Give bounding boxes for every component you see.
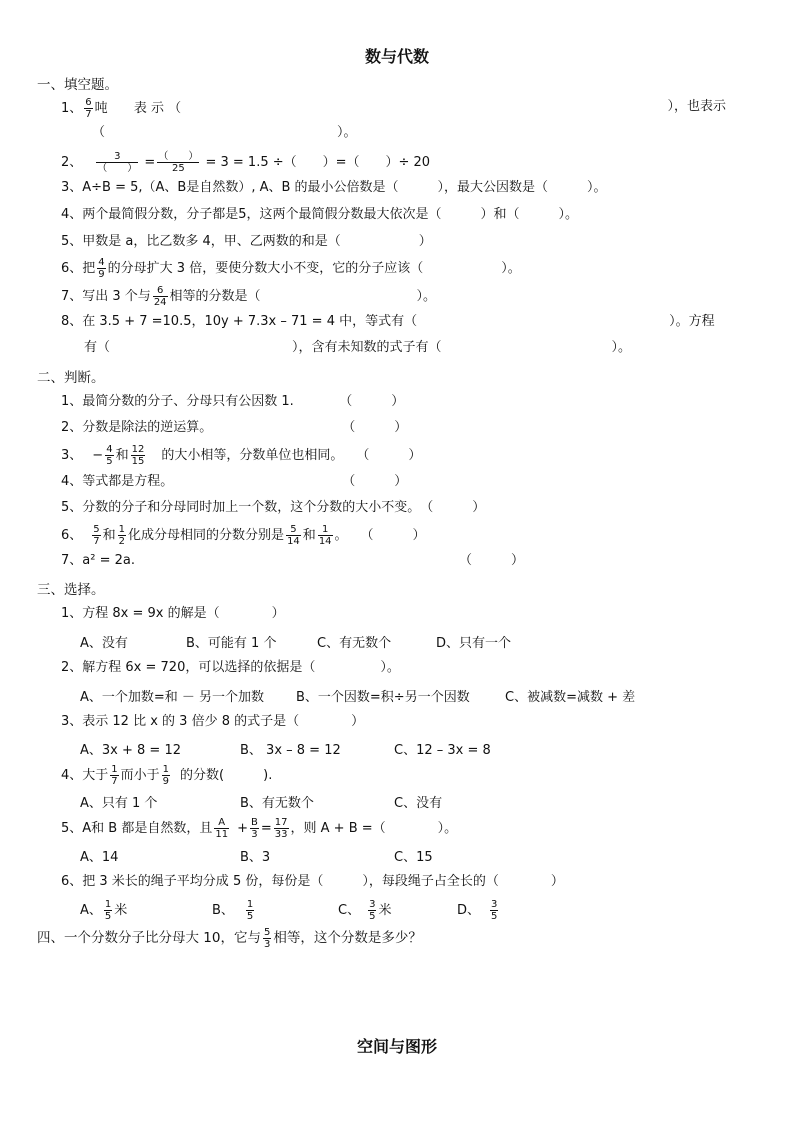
fraction: $\frac{3}{5}$: [491, 899, 498, 922]
page-title: 数与代数: [364, 47, 429, 66]
question-6: 6、把 $\frac{4}{9}$ 的分母扩大 3 倍，要使分数大小不变，它的分子应该（ ）。: [61, 257, 521, 280]
judge-2: 2、分数是除法的逆运算。 （ ）: [61, 420, 408, 435]
judge-7: 7、a² = 2a. （ ）: [61, 553, 525, 568]
choice-6-option-d: D、 $\frac{3}{5}$: [457, 899, 498, 922]
choice-6: 6、把 3 米长的绳子平均分成 5 份，每份是（ ），每段绳子占全长的（ ）: [61, 874, 564, 889]
judge-5: 5、分数的分子和分母同时加上一个数，这个分数的大小不变。 （ ）: [61, 500, 486, 515]
fraction: $\frac{A}{11}$: [215, 817, 229, 840]
fraction: $\frac{1}{14}$: [318, 524, 332, 547]
choice-2: 2、解方程 6x = 720，可以选择的依据是（ ）。: [61, 660, 400, 675]
choice-5-option-b: B、3: [240, 850, 271, 865]
judge-4: 4、等式都是方程。 （ ）: [61, 474, 408, 489]
choice-1-option-d: D、只有一个: [436, 636, 512, 651]
choice-2-option-a: A、一个加数=和 － 另一个加数: [80, 690, 265, 705]
question-2: 2、 $\frac{3}{( )}$ = $\frac{( )}{25}$ = 3 = 1.5 ÷（ ）=（ ）÷ 20: [61, 151, 431, 174]
question-7: 7、写出 3 个与 $\frac{6}{24}$ 相等的分数是（ ）。: [61, 285, 437, 308]
judge-6: 6、 $\frac{5}{7}$ 和 $\frac{1}{2}$ 化成分母相同的分数分别是 $\frac{5}{14}$ 和 $\frac{1}{14}$ 。 （ ）: [61, 524, 426, 547]
section-word-problem: 四、一个分数分子比分母大 10，它与 $\frac{5}{3}$ 相等，这个分数是多少？: [37, 926, 422, 950]
question-8-line2: 有（ ），含有未知数的式子有（ ）。: [84, 340, 632, 355]
question-5: 5、甲数是 a，比乙数多 4，甲、乙两数的和是（ ）: [61, 234, 432, 249]
fraction: $\frac{6}{7}$: [85, 97, 92, 120]
fraction: $\frac{1}{2}$: [118, 524, 126, 547]
choice-2-option-c: C、被减数=减数 + 差: [505, 690, 636, 705]
fraction: $\frac{1}{5}$: [246, 899, 254, 922]
choice-5: 5、A和 B 都是自然数，且 $\frac{A}{11}$ + $\frac{B}{3}$ = $\frac{17}{33}$ ，则 A + B =（ ）。: [61, 817, 458, 840]
choice-4-option-c: C、没有: [394, 796, 443, 811]
judge-3: 3、 − $\frac{4}{5}$ 和 $\frac{12}{15}$ 的大小相等，分数单位也相同。 （ ）: [61, 444, 422, 467]
fraction: $\frac{6}{24}$: [153, 285, 167, 308]
choice-3-option-a: A、3x + 8 = 12: [80, 743, 181, 758]
choice-1-option-c: C、有无数个: [317, 636, 392, 651]
fraction: $\frac{1}{7}$: [111, 764, 118, 787]
question-1: 1、 $\frac{6}{7}$ 吨 表 示 （ ），也表示: [61, 97, 726, 120]
choice-1: 1、方程 8x = 9x 的解是（ ）: [61, 606, 285, 621]
choice-6-option-c: C、 $\frac{3}{5}$ 米: [338, 899, 392, 922]
fraction: $\frac{( )}{25}$: [158, 151, 199, 174]
fraction: $\frac{3}{5}$: [369, 899, 376, 922]
question-1-line2: （ ）。: [92, 125, 357, 140]
fraction: $\frac{1}{5}$: [104, 899, 112, 922]
fraction: $\frac{4}{9}$: [98, 257, 105, 280]
choice-3: 3、表示 12 比 x 的 3 倍少 8 的式子是（ ）: [61, 714, 365, 729]
choice-4-option-a: A、只有 1 个: [80, 796, 158, 811]
fraction: $\frac{12}{15}$: [131, 444, 145, 467]
section-fill-blank: 一、填空题。: [37, 77, 118, 93]
choice-6-option-a: A、 $\frac{1}{5}$ 米: [80, 899, 128, 922]
choice-4: 4、大于 $\frac{1}{7}$ 而小于 $\frac{1}{9}$ 的分数( ).: [61, 764, 273, 787]
fraction: $\frac{4}{5}$: [106, 444, 113, 467]
choice-1-option-a: A、没有: [80, 636, 128, 651]
fraction: $\frac{3}{( )}$: [97, 151, 138, 174]
question-4: 4、两个最简假分数，分子都是5，这两个最简假分数最大依次是（ ）和（ ）。: [61, 207, 579, 222]
fraction: $\frac{17}{33}$: [274, 817, 288, 840]
choice-5-option-a: A、14: [80, 850, 119, 865]
question-3: 3、A÷B = 5,（A、B是自然数）, A、B 的最小公倍数是（ ），最大公因数是（ ）。: [61, 180, 607, 195]
judge-1: 1、最简分数的分子、分母只有公因数 1. （ ）: [61, 394, 405, 409]
fraction: $\frac{1}{9}$: [162, 764, 170, 787]
choice-2-option-b: B、一个因数=积÷另一个因数: [296, 690, 470, 705]
fraction: $\frac{5}{3}$: [263, 926, 271, 950]
fraction: $\frac{5}{14}$: [287, 524, 300, 547]
choice-3-option-b: B、 3x – 8 = 12: [240, 743, 341, 758]
choice-1-option-b: B、可能有 1 个: [186, 636, 277, 651]
section-title-geometry: 空间与图形: [356, 1037, 437, 1056]
section-choice: 三、选择。: [37, 582, 105, 598]
fraction: $\frac{B}{3}$: [251, 817, 258, 840]
question-8: 8、在 3.5 + 7 =10.5，10y + 7.3x – 71 = 4 中，等式有（ ）。方程: [61, 314, 715, 329]
choice-5-option-c: C、15: [394, 850, 433, 865]
choice-3-option-c: C、12 – 3x = 8: [394, 743, 491, 758]
choice-6-option-b: B、 $\frac{1}{5}$: [212, 899, 254, 922]
fraction: $\frac{5}{7}$: [93, 524, 100, 547]
choice-4-option-b: B、有无数个: [240, 796, 314, 811]
section-judgment: 二、判断。: [37, 370, 105, 386]
